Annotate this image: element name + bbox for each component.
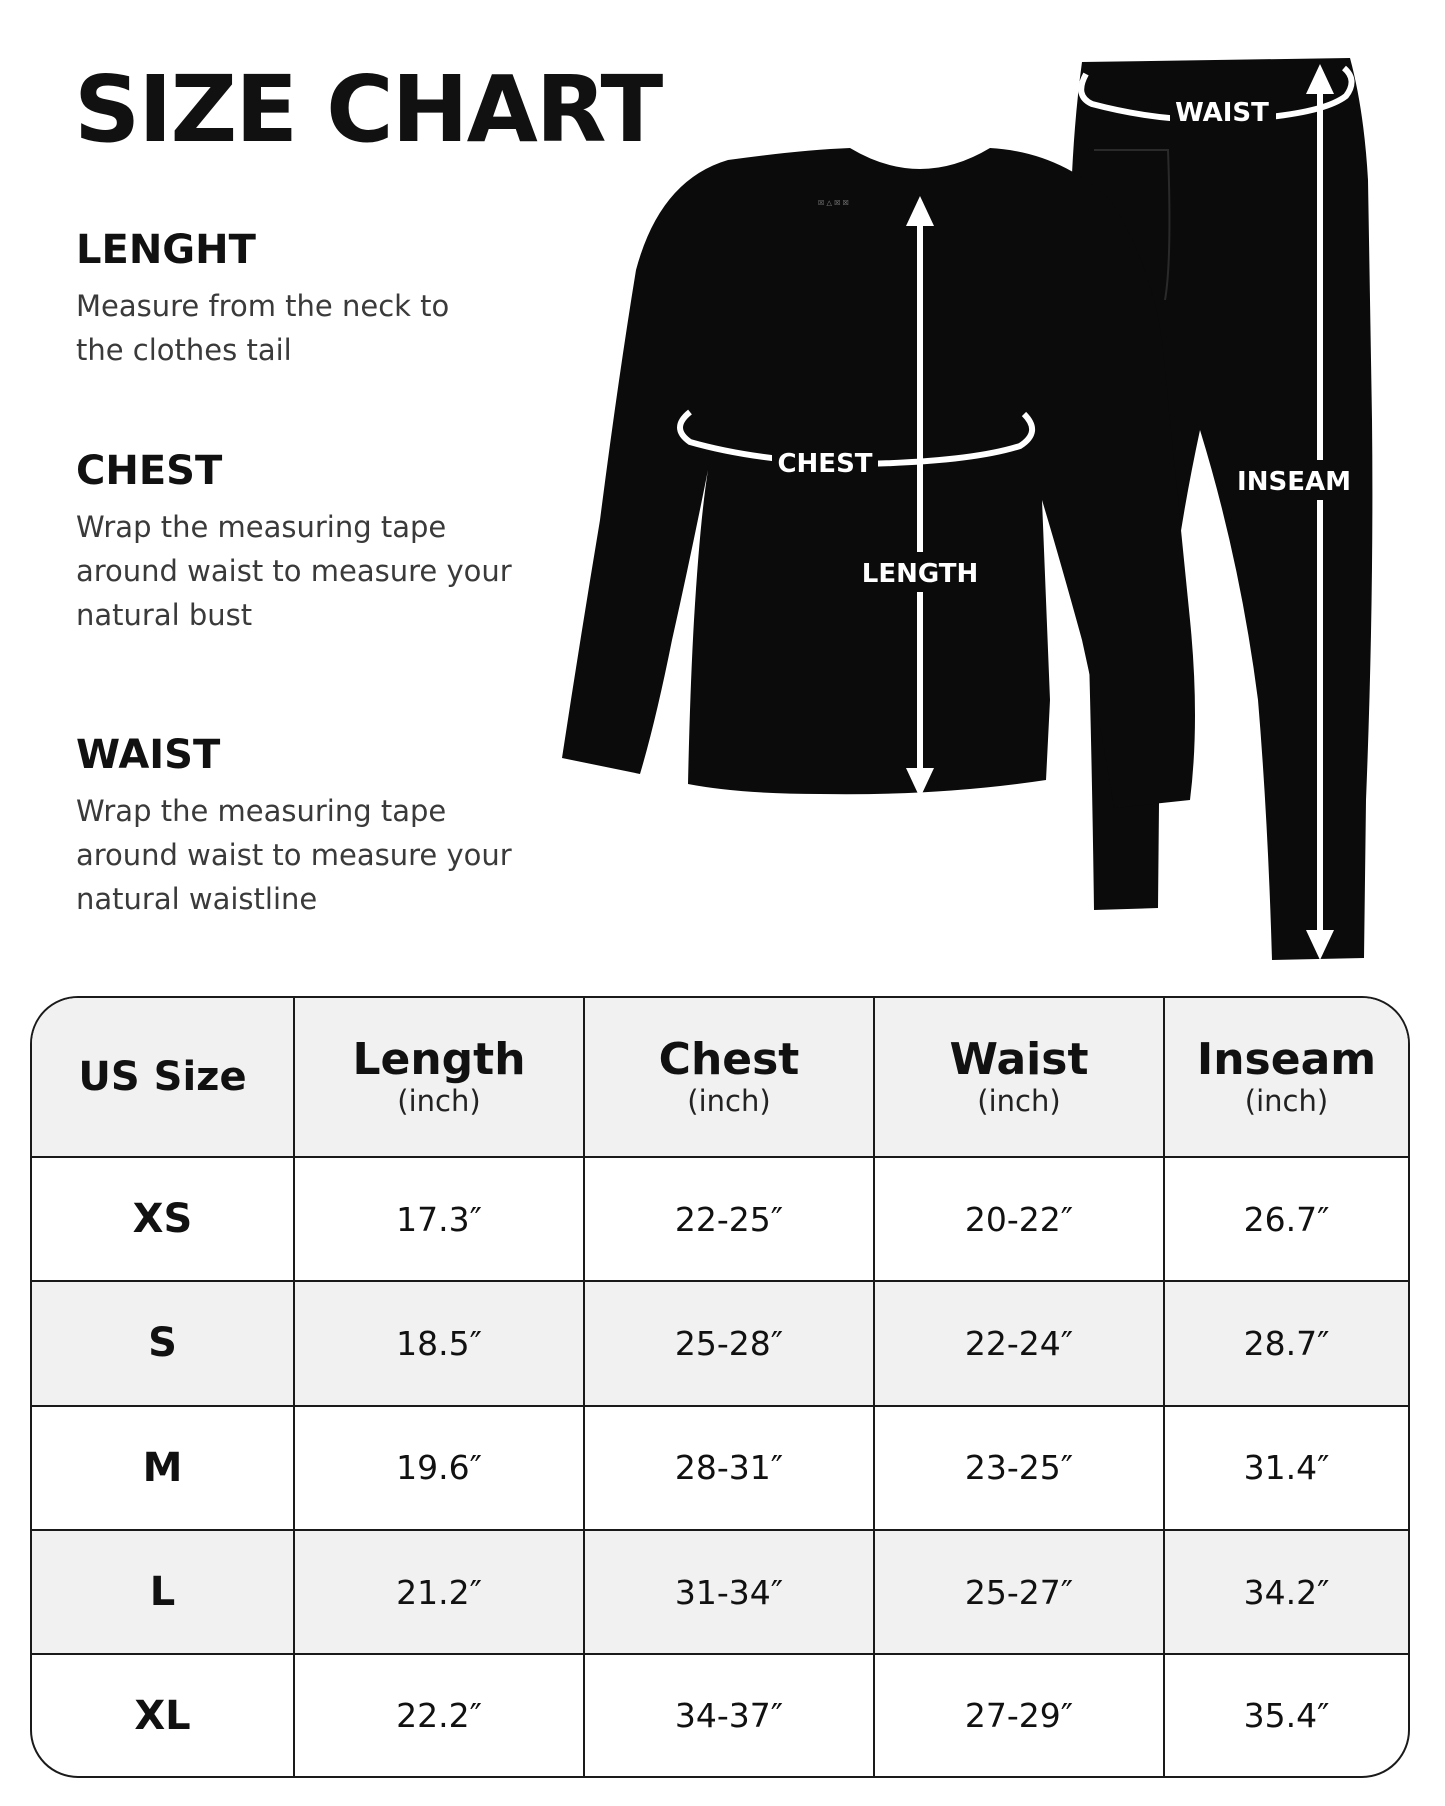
header-inseam bbox=[1164, 998, 1408, 1157]
waist-cell: 20-22″ bbox=[874, 1157, 1164, 1281]
chest-heading: CHEST bbox=[76, 448, 223, 494]
header-unit: (inch) bbox=[1244, 1084, 1329, 1118]
size-cell: XS bbox=[32, 1157, 294, 1281]
chest-cell: 31-34″ bbox=[584, 1530, 874, 1654]
header-chest bbox=[584, 998, 874, 1157]
chest-line: Wrap the measuring tape bbox=[76, 510, 447, 544]
chest-cell: 22-25″ bbox=[584, 1157, 874, 1281]
chest-cell: 28-31″ bbox=[584, 1406, 874, 1530]
table-row bbox=[32, 1281, 1408, 1405]
inseam-cell: 26.7″ bbox=[1164, 1157, 1408, 1281]
header-waist bbox=[874, 998, 1164, 1157]
size-cell: S bbox=[32, 1281, 294, 1405]
header-unit: (inch) bbox=[687, 1084, 771, 1118]
header-label: Waist bbox=[949, 1034, 1089, 1085]
page-title: SIZE CHART bbox=[74, 56, 662, 163]
length-cell: 17.3″ bbox=[294, 1157, 584, 1281]
header-unit: (inch) bbox=[397, 1084, 481, 1118]
length-cell: 22.2″ bbox=[294, 1654, 584, 1776]
waist-cell: 25-27″ bbox=[874, 1530, 1164, 1654]
length-line: the clothes tail bbox=[76, 333, 292, 367]
chest-line: natural bust bbox=[76, 598, 253, 632]
header-length bbox=[294, 998, 584, 1157]
length-line: Measure from the neck to bbox=[76, 289, 450, 323]
table-header-row bbox=[32, 998, 1408, 1157]
inseam-measure-label: INSEAM bbox=[1237, 467, 1351, 497]
table-row bbox=[32, 1406, 1408, 1530]
inseam-cell: 35.4″ bbox=[1243, 1696, 1330, 1736]
waist-line: Wrap the measuring tape bbox=[76, 794, 447, 828]
waist-cell: 22-24″ bbox=[874, 1281, 1164, 1405]
waist-heading: WAIST bbox=[76, 732, 221, 778]
waist-line: around waist to measure your bbox=[76, 838, 512, 872]
size-table bbox=[30, 996, 1410, 1778]
length-cell: 21.2″ bbox=[294, 1530, 584, 1654]
size-cell: L bbox=[32, 1530, 294, 1654]
header-label: Inseam bbox=[1196, 1034, 1377, 1085]
waist-measure-label: WAIST bbox=[1175, 98, 1269, 128]
size-cell: XL bbox=[32, 1654, 294, 1776]
header-label: Chest bbox=[658, 1034, 800, 1085]
inseam-cell: 31.4″ bbox=[1164, 1406, 1408, 1530]
length-cell: 19.6″ bbox=[294, 1406, 584, 1530]
table-row bbox=[32, 1157, 1408, 1281]
waist-cell: 27-29″ bbox=[874, 1654, 1164, 1776]
chest-cell: 25-28″ bbox=[584, 1281, 874, 1405]
shirt-icon bbox=[562, 148, 1195, 808]
header-label: US Size bbox=[78, 1054, 247, 1100]
waist-cell: 23-25″ bbox=[874, 1406, 1164, 1530]
chest-measure-label: CHEST bbox=[777, 449, 873, 479]
header-unit: (inch) bbox=[977, 1084, 1061, 1118]
inseam-cell: 34.2″ bbox=[1164, 1530, 1408, 1654]
table-row bbox=[32, 1530, 1408, 1654]
length-heading: LENGHT bbox=[76, 227, 256, 273]
chest-line: around waist to measure your bbox=[76, 554, 512, 588]
header-us-size bbox=[32, 998, 294, 1157]
chest-cell: 34-37″ bbox=[584, 1654, 874, 1776]
header-label: Length bbox=[352, 1034, 526, 1085]
waist-line: natural waistline bbox=[76, 882, 318, 916]
length-cell: 18.5″ bbox=[294, 1281, 584, 1405]
size-cell: M bbox=[32, 1406, 294, 1530]
svg-text:☒ △ ☒ ☒: ☒ △ ☒ ☒ bbox=[818, 199, 849, 207]
table-row bbox=[32, 1654, 1408, 1776]
length-measure-label: LENGTH bbox=[861, 559, 979, 589]
inseam-cell: 28.7″ bbox=[1164, 1281, 1408, 1405]
